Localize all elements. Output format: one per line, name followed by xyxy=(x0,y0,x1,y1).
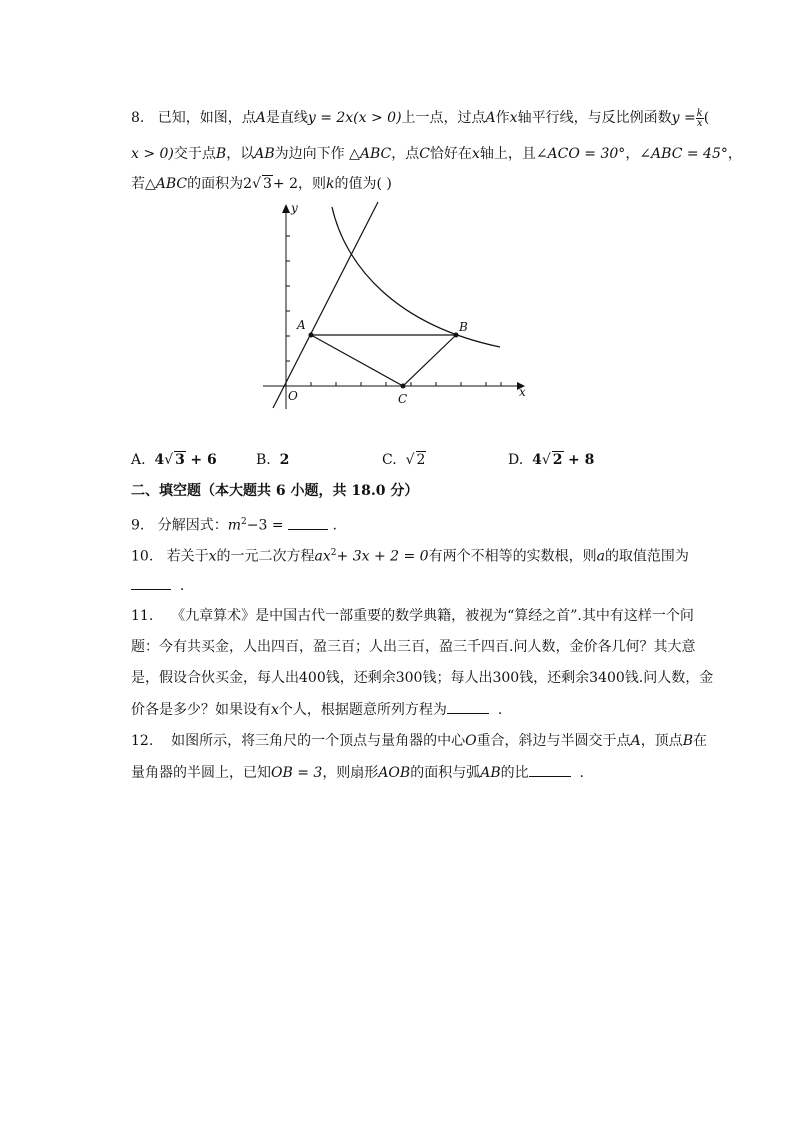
q8-figure xyxy=(255,195,535,415)
q11-line2: 题：今有共买金，人出四百，盈三百；人出三百，盈三千四百.问人数，金价各几何？其大意 xyxy=(131,639,696,655)
q8-line3: 若△ABC的面积为2√ 3+ 2，则k的值为( ) xyxy=(131,176,392,192)
point-A xyxy=(309,333,314,338)
q12-line2: 量角器的半圆上，已知OB = 3，则扇形AOB的面积与弧AB的比 . xyxy=(131,762,584,783)
q9: 9. 分解因式：$m^2-3$ = . xyxy=(131,512,337,536)
y-axis-arrow xyxy=(282,204,290,213)
q12-answer-blank[interactable] xyxy=(529,762,571,777)
point-C xyxy=(401,384,406,389)
q9-answer-blank[interactable] xyxy=(288,515,328,530)
label-x: x xyxy=(519,385,526,399)
line-y-2x xyxy=(273,202,378,408)
choice-c[interactable]: C. √ 2 xyxy=(382,452,426,468)
section-2-title: 二、填空题（本大题共 6 小题，共 18.0 分） xyxy=(131,483,419,499)
label-O: O xyxy=(288,389,298,403)
q11-line3: 是，假设合伙买金，每人出400钱，还剩余300钱；每人出300钱，还剩余3400钱.问人数，金 xyxy=(131,670,714,686)
label-A: A xyxy=(297,318,306,332)
choice-b[interactable]: B. 2 xyxy=(256,452,290,468)
label-y: y xyxy=(291,201,298,215)
q8-line2: x > 0)交于点B，以AB为边向下作 △ABC，点C恰好在x轴上，且∠ACO = 30°，∠ABC = 45°， xyxy=(131,146,742,162)
q11-line4: 价各是多少？如果设有x个人，根据题意所列方程为 . xyxy=(131,699,502,720)
point-B xyxy=(454,333,459,338)
q10-answer-blank[interactable] xyxy=(131,575,171,590)
q12-line1: 12. 如图所示，将三角尺的一个顶点与量角器的中心O重合，斜边与半圆交于点A，顶点B在 xyxy=(131,733,707,749)
q10-line1: 10. 若关于x的一元二次方程$ax^2+ 3x + 2 = 0$有两个不相等的实数根，则a的取值范围为 xyxy=(131,548,689,565)
q11-answer-blank[interactable] xyxy=(447,699,489,714)
q8-number: 8. xyxy=(131,110,145,126)
fraction-k-over-x: $\frac{k}{x}$ xyxy=(696,107,703,129)
hyperbola-curve xyxy=(332,207,500,347)
q10-line2: . xyxy=(131,575,184,596)
label-C: C xyxy=(398,392,408,406)
choice-d[interactable]: D. 4√ 2 + 8 xyxy=(508,452,595,468)
q8-line1: 8. 已知，如图，点A是直线y = 2x(x > 0)上一点，过点A作x轴平行线，与反比例函数y = $\frac{k}{x}$ ( xyxy=(131,107,710,129)
segment-AC xyxy=(311,335,403,386)
y-axis-ticks xyxy=(286,236,290,361)
choice-a[interactable]: A. 4√ 3 + 6 xyxy=(131,452,217,468)
q11-line1: 11. 《九章算术》是中国古代一部重要的数学典籍，被视为“算经之首”.其中有这样一个问 xyxy=(131,608,694,624)
label-B: B xyxy=(459,320,468,334)
segment-BC xyxy=(403,335,456,386)
